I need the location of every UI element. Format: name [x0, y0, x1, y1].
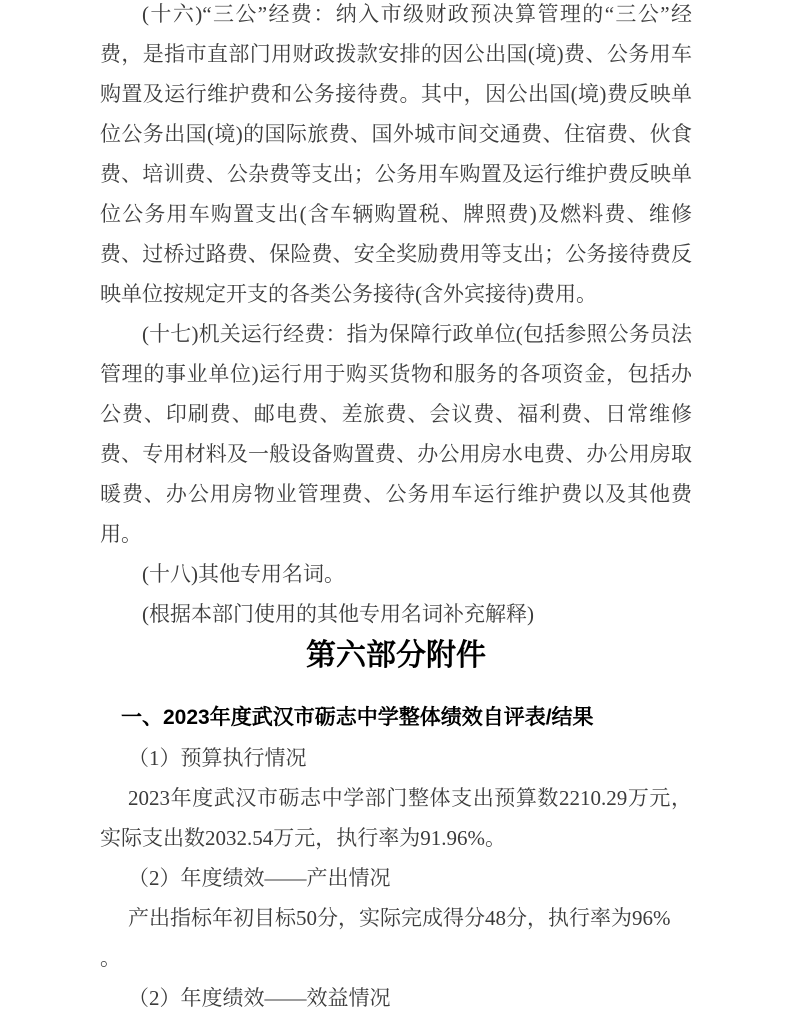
output-performance-trailing-period: 。	[100, 946, 121, 970]
paragraph-item17-agency-operating-funds: (十七)机关运行经费：指为保障行政单位(包括参照公务员法管理的事业单位)运行用于购买货物和服务的各项资金，包括办公费、印刷费、邮电费、差旅费、会议费、福利费、日常维修费、专用材料及一般设备购置费、办公用房水电费、办公用房取暖费、办公用房物业管理费、公务用车运行维护费以及其他费用。	[100, 322, 692, 546]
benefit-performance-title: （2）年度绩效——效益情况	[128, 986, 391, 1010]
budget-execution-title: （1）预算执行情况	[128, 746, 307, 770]
budget-execution-body: 2023年度武汉市砺志中学部门整体支出预算数2210.29万元，实际支出数2032.54万元，执行率为91.96%。	[100, 786, 692, 850]
section-heading-part6: 第六部分附件	[306, 639, 486, 672]
paragraph-item18-other-terms: (十八)其他专用名词。	[142, 562, 345, 586]
paragraph-item16-sangong-funds: (十六)“三公”经费：纳入市级财政预决算管理的“三公”经费，是指市直部门用财政拨款安排的因公出国(境)费、公务用车购置及运行维护费和公务接待费。其中，因公出国(境)费反映单位公务出国(境)的国际旅费、国外城市间交通费、住宿费、伙食费、培训费、公杂费等支出；公务用车购置及运行维护费反映单位公务用车购置支出(含车辆购置税、牌照费)及燃料费、维修费、过桥过路费、保险费、安全奖励费用等支出；公务接待费反映单位按规定开支的各类公务接待(含外宾接待)费用。	[100, 2, 692, 306]
output-performance-body: 产出指标年初目标50分，实际完成得分48分，执行率为96%	[128, 906, 671, 930]
document-body	[100, 0, 692, 1018]
output-performance-title: （2）年度绩效——产出情况	[128, 866, 391, 890]
attachment-heading: 一、2023年度武汉市砺志中学整体绩效自评表/结果	[121, 706, 594, 729]
heading-gap	[100, 678, 692, 698]
paragraph-item18-note: (根据本部门使用的其他专用名词补充解释)	[142, 602, 534, 626]
